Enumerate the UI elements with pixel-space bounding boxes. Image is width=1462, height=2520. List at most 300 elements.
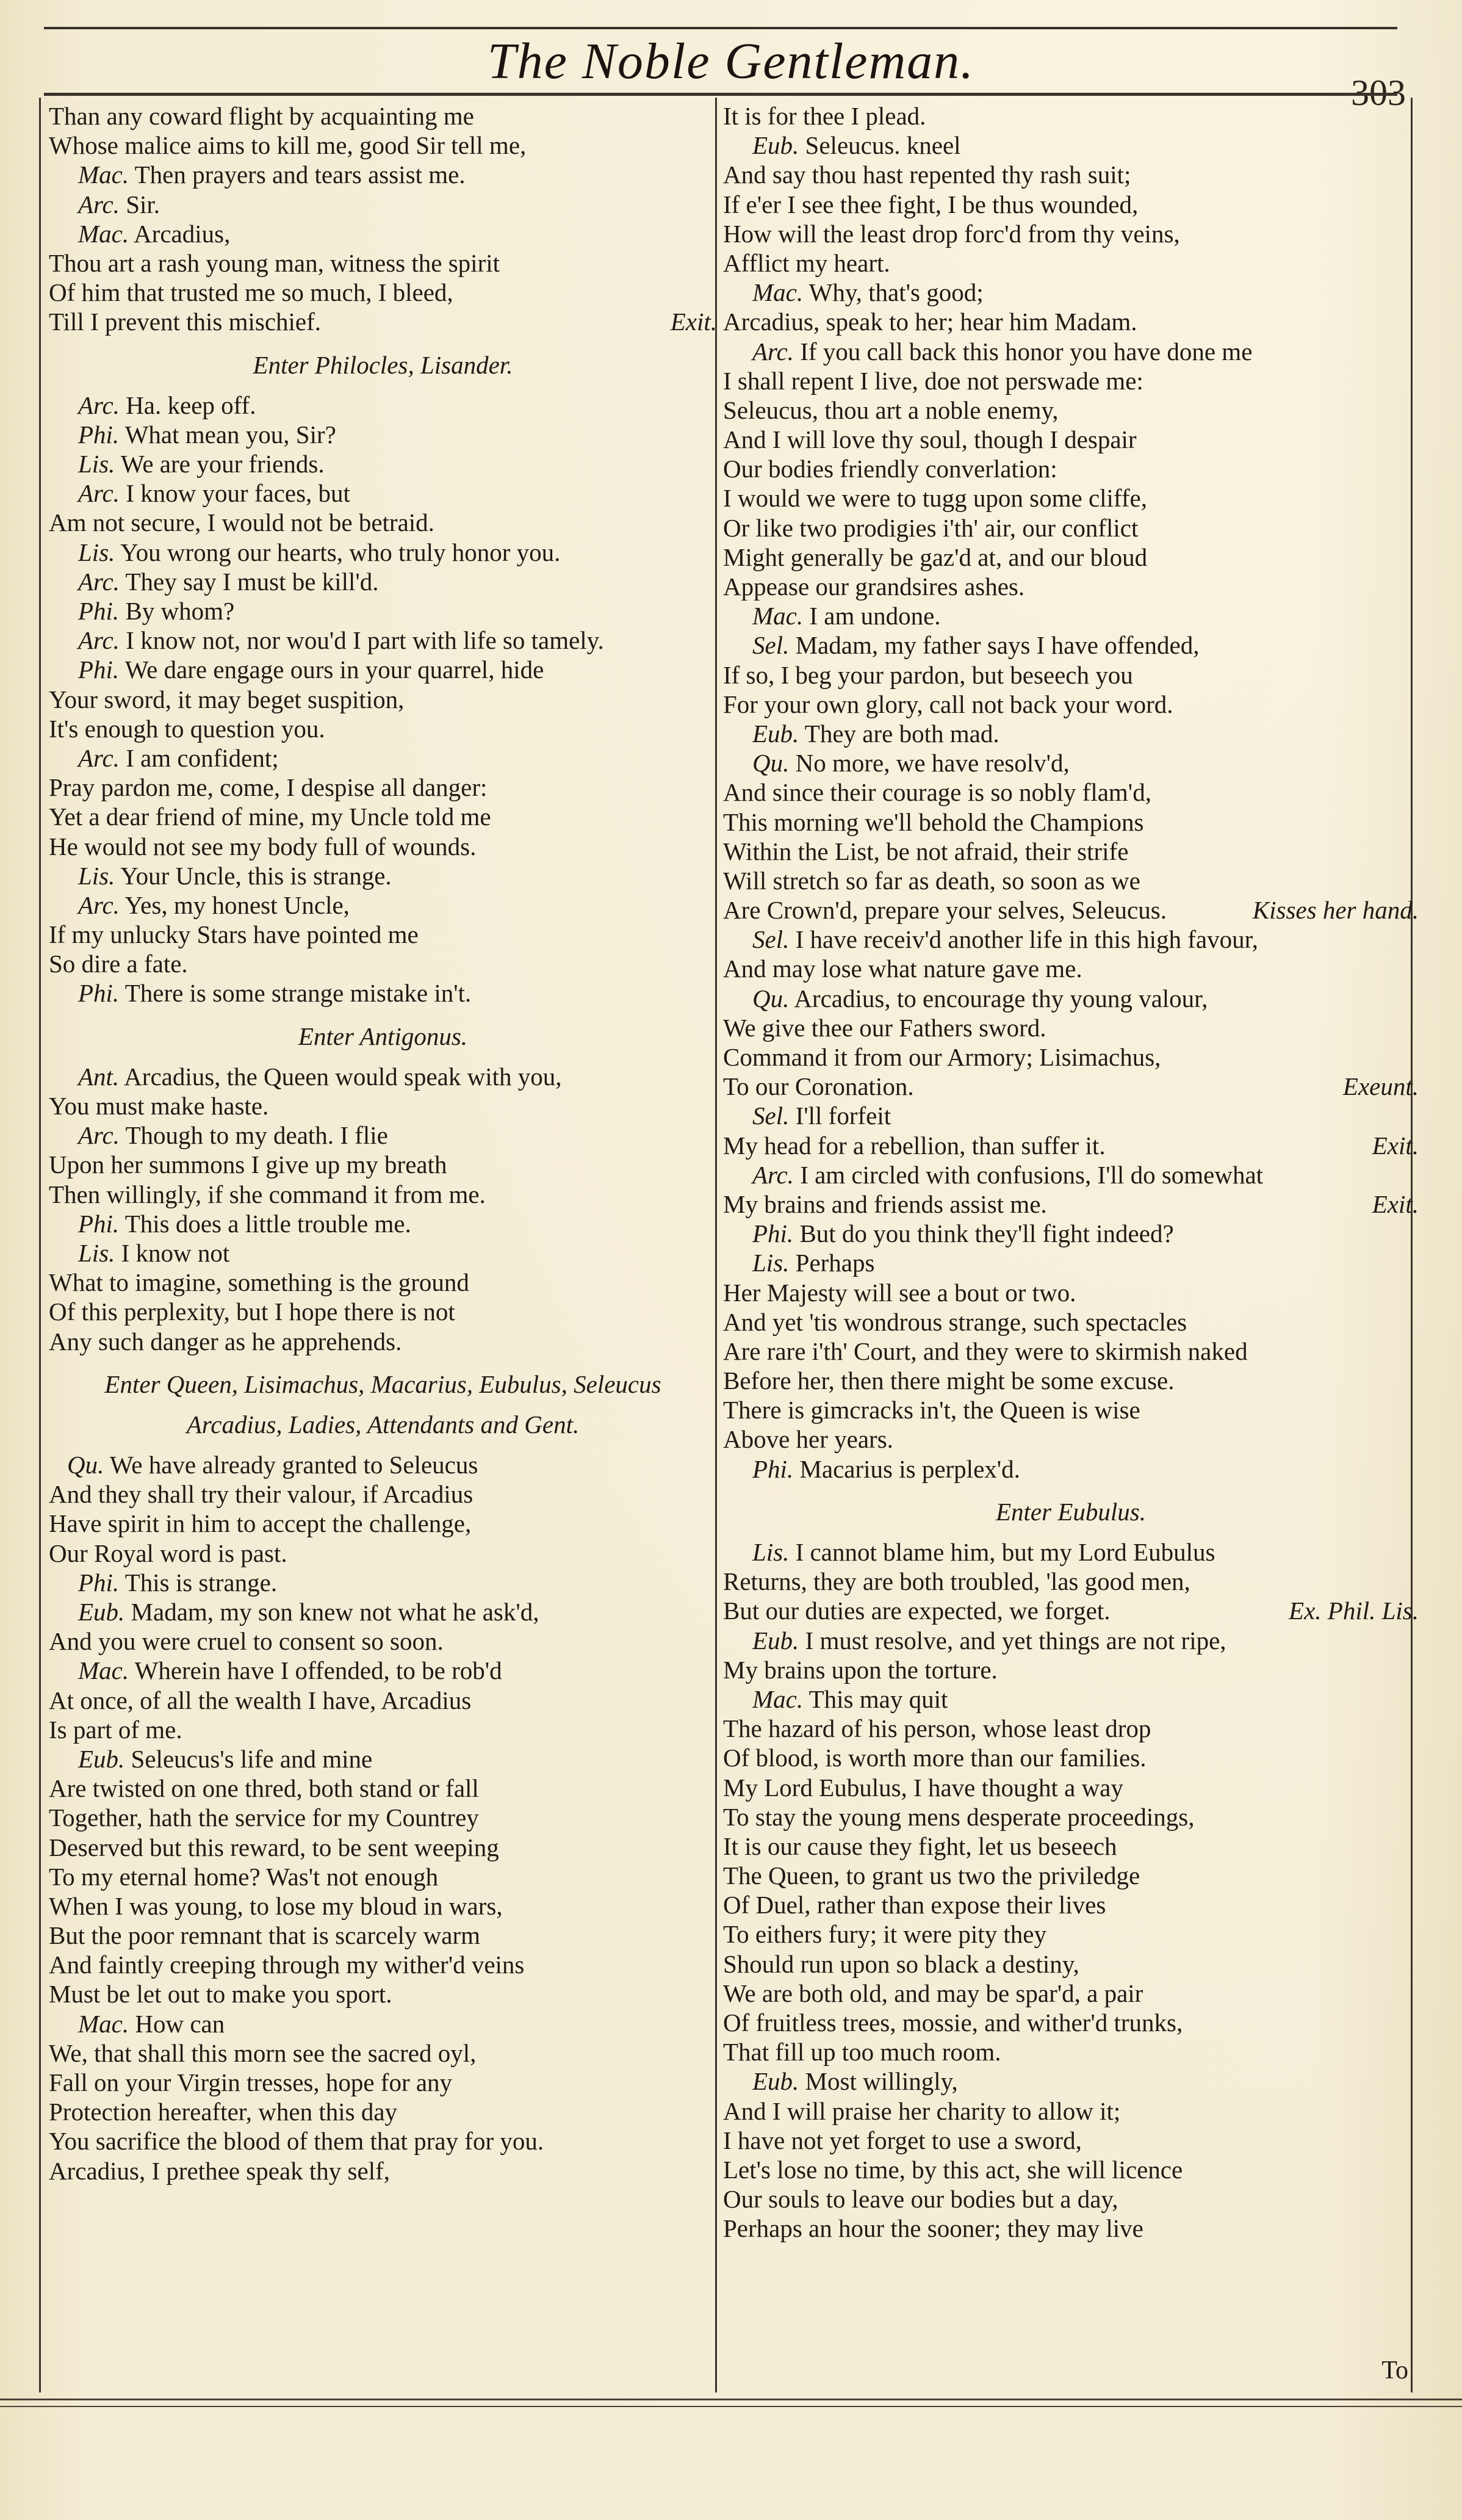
- verse-line: [723, 1160, 1419, 1190]
- verse-line: [49, 714, 717, 743]
- speaker-name: Mac.: [78, 161, 129, 189]
- line-text: I have not yet forget to use a sword,: [723, 2126, 1082, 2154]
- line-text: Though to my death. I flie: [119, 1121, 388, 1150]
- verse-line: [49, 1979, 717, 2009]
- line-text: I am circled with confusions, I'll do somewhat: [793, 1160, 1264, 1189]
- line-text: This does a little trouble me.: [119, 1209, 411, 1238]
- line-text: And may lose what nature gave me.: [723, 955, 1082, 983]
- line-text: But do you think they'll fight indeed?: [793, 1219, 1174, 1248]
- line-text: You sacrifice the blood of them that pray for you.: [49, 2127, 544, 2156]
- verse-line: [723, 2155, 1419, 2184]
- verse-line: [723, 660, 1419, 690]
- verse-line: [49, 920, 717, 949]
- verse-line: [49, 1626, 717, 1656]
- verse-line: [49, 743, 717, 773]
- speaker-name: Arc.: [78, 567, 120, 596]
- verse-line: [723, 1337, 1419, 1366]
- line-text: Might generally be gaz'd at, and our bloud: [723, 543, 1148, 571]
- verse-line: [49, 890, 717, 920]
- speaker-name: Mac.: [752, 278, 804, 307]
- verse-line: [49, 1803, 717, 1832]
- line-text: My brains and friends assist me.: [723, 1190, 1047, 1218]
- speaker-name: Sel.: [752, 925, 790, 954]
- verse-line: [723, 630, 1419, 660]
- verse-line: [49, 508, 717, 537]
- stage-direction: [49, 1022, 717, 1051]
- line-text: Afflict my heart.: [723, 248, 890, 277]
- verse-line: [49, 1509, 717, 1538]
- verse-line: [49, 1950, 717, 1979]
- verse-line: [723, 2126, 1419, 2155]
- line-text: My Lord Eubulus, I have thought a way: [723, 1773, 1123, 1802]
- stage-direction-text: Enter Antigonus.: [298, 1022, 468, 1050]
- speaker-name: Phi.: [78, 655, 120, 684]
- header-rule-upper: [44, 27, 1397, 29]
- verse-line: [49, 1715, 717, 1744]
- verse-line: [49, 478, 717, 508]
- verse-line: [49, 307, 717, 336]
- verse-line: [723, 101, 1419, 131]
- verse-line: [723, 1537, 1419, 1567]
- line-text: Sir.: [119, 190, 160, 218]
- verse-line: [49, 978, 717, 1008]
- speaker-name: Arc.: [78, 479, 120, 508]
- line-text: Wherein have I offended, to be rob'd: [129, 1656, 502, 1685]
- line-text: Her Majesty will see a bout or two.: [723, 1278, 1076, 1307]
- verse-line: [49, 949, 717, 978]
- verse-line: [723, 866, 1419, 895]
- verse-line: [49, 2126, 717, 2156]
- line-text: Together, hath the service for my Countrey: [49, 1803, 479, 1832]
- verse-line: [49, 1774, 717, 1803]
- line-text: I shall repent I live, doe not perswade me:: [723, 366, 1143, 395]
- speaker-name: Lis.: [78, 861, 115, 890]
- verse-line: [49, 1686, 717, 1715]
- line-text: And you were cruel to consent so soon.: [49, 1627, 444, 1656]
- line-text: Perhaps an hour the sooner; they may live: [723, 2214, 1143, 2243]
- speaker-name: Lis.: [78, 538, 115, 566]
- verse-line: [723, 1655, 1419, 1684]
- line-text: Appease our grandsires ashes.: [723, 572, 1025, 601]
- line-text: For your own glory, call not back your word.: [723, 690, 1173, 718]
- stage-direction-text: Arcadius, Ladies, Attendants and Gent.: [186, 1410, 580, 1439]
- speaker-name: Eub.: [752, 131, 799, 160]
- speaker-name: Arc.: [752, 1160, 794, 1189]
- speaker-name: Qu.: [67, 1451, 104, 1479]
- speaker-name: Phi.: [78, 420, 120, 449]
- line-text: Of him that trusted me so much, I bleed,: [49, 278, 453, 307]
- line-text: It is our cause they fight, let us beseech: [723, 1832, 1117, 1860]
- line-text: To my eternal home? Was't not enough: [49, 1862, 439, 1891]
- line-text: What to imagine, something is the ground: [49, 1268, 469, 1297]
- verse-line: [49, 1479, 717, 1509]
- verse-line: [723, 1567, 1419, 1596]
- line-text: This morning we'll behold the Champions: [723, 807, 1144, 836]
- speaker-name: Lis.: [752, 1538, 790, 1566]
- speaker-name: Eub.: [78, 1598, 125, 1626]
- line-text: I cannot blame him, but my Lord Eubulus: [789, 1538, 1215, 1566]
- line-text: They say I must be kill'd.: [119, 567, 379, 596]
- line-text: Whose malice aims to kill me, good Sir tell me,: [49, 131, 527, 160]
- verse-line: [49, 1297, 717, 1326]
- verse-line: [723, 1395, 1419, 1424]
- verse-line: [49, 1568, 717, 1597]
- line-text: And yet 'tis wondrous strange, such spectacles: [723, 1307, 1187, 1336]
- speaker-name: Ant.: [78, 1062, 120, 1091]
- verse-line: [49, 1597, 717, 1626]
- line-text: No more, we have resolv'd,: [789, 749, 1070, 778]
- speaker-name: Arc.: [78, 190, 120, 218]
- speaker-name: Arc.: [78, 391, 120, 419]
- verse-line: [49, 1921, 717, 1950]
- line-text: How will the least drop forc'd from thy veins,: [723, 219, 1180, 248]
- speaker-name: Eub.: [752, 719, 799, 748]
- line-text: Command it from our Armory; Lisimachus,: [723, 1043, 1161, 1071]
- line-text: And they shall try their valour, if Arcadius: [49, 1480, 474, 1509]
- verse-line: [49, 567, 717, 596]
- stage-direction: [49, 1410, 717, 1439]
- verse-line: [49, 1091, 717, 1121]
- line-text: It's enough to question you.: [49, 714, 325, 743]
- speaker-name: Mac.: [752, 602, 804, 630]
- verse-line: [723, 1743, 1419, 1772]
- verse-line: [723, 925, 1419, 954]
- verse-line: [723, 954, 1419, 983]
- verse-line: [49, 1862, 717, 1891]
- verse-line: [723, 307, 1419, 336]
- verse-line: [723, 454, 1419, 483]
- speaker-name: Mac.: [78, 1656, 129, 1685]
- line-text: What mean you, Sir?: [119, 420, 336, 449]
- line-text: Are twisted on one thred, both stand or fall: [49, 1774, 479, 1803]
- verse-line: [49, 802, 717, 831]
- line-text: We, that shall this morn see the sacred oyl,: [49, 2038, 477, 2067]
- line-text: Arcadius, I prethee speak thy self,: [49, 2156, 390, 2185]
- verse-line: [723, 483, 1419, 513]
- line-text: At once, of all the wealth I have, Arcadius: [49, 1686, 472, 1714]
- stage-direction-text: Enter Eubulus.: [996, 1497, 1146, 1526]
- speaker-name: Lis.: [78, 1238, 115, 1267]
- line-text: Must be let out to make you sport.: [49, 1980, 392, 2009]
- verse-line: [49, 1327, 717, 1356]
- line-text: Deserved but this reward, to be sent weeping: [49, 1833, 499, 1861]
- verse-line: [723, 1219, 1419, 1248]
- verse-line: [49, 449, 717, 478]
- verse-line: [49, 1150, 717, 1179]
- line-text: Our souls to leave our bodies but a day,: [723, 2185, 1118, 2214]
- line-text: It is for thee I plead.: [723, 102, 926, 130]
- line-text: We are your friends.: [115, 450, 325, 478]
- verse-line: [49, 832, 717, 861]
- speaker-name: Sel.: [752, 631, 790, 660]
- verse-line: [723, 1278, 1419, 1307]
- line-text: Seleucus, thou art a noble enemy,: [723, 395, 1059, 424]
- line-text: Is part of me.: [49, 1715, 182, 1744]
- verse-line: [723, 1042, 1419, 1072]
- verse-line: [723, 1919, 1419, 1949]
- line-text: Or like two prodigies i'th' air, our conflict: [723, 513, 1139, 542]
- stage-direction-text: Enter Queen, Lisimachus, Macarius, Eubulus, Seleucus: [104, 1370, 661, 1398]
- verse-line: [723, 1861, 1419, 1890]
- line-text: Let's lose no time, by this act, she will licence: [723, 2155, 1183, 2184]
- line-text: We have already granted to Seleucus: [104, 1451, 478, 1479]
- left-margin-rule: [39, 98, 41, 2392]
- footer-rule-thin: [0, 2406, 1462, 2407]
- speaker-name: Lis.: [78, 450, 115, 478]
- verse-line: [723, 1131, 1419, 1160]
- line-text: And since their courage is so nobly flam'd,: [723, 778, 1151, 807]
- stage-direction: [49, 1370, 717, 1399]
- verse-line: [723, 513, 1419, 543]
- speaker-name: Phi.: [78, 979, 120, 1008]
- line-text: Yes, my honest Uncle,: [119, 890, 350, 919]
- line-text: Your Uncle, this is strange.: [115, 861, 392, 890]
- verse-line: [49, 1450, 717, 1479]
- line-text: Seleucus. kneel: [799, 131, 961, 160]
- line-text: I am confident;: [119, 743, 279, 772]
- line-text: There is gimcracks in't, the Queen is wise: [723, 1396, 1140, 1424]
- verse-line: [723, 160, 1419, 189]
- verse-line: [49, 2009, 717, 2038]
- line-text: And say thou hast repented thy rash suit;: [723, 161, 1131, 189]
- line-text: And faintly creeping through my wither'd veins: [49, 1951, 525, 1979]
- verse-line: [723, 1714, 1419, 1743]
- verse-line: [723, 2067, 1419, 2096]
- header-rule-lower: [44, 93, 1397, 96]
- verse-line: [49, 160, 717, 189]
- verse-line: [723, 572, 1419, 601]
- verse-line: [723, 1949, 1419, 1979]
- line-text: I have receiv'd another life in this high favour,: [789, 925, 1258, 954]
- line-text: They are both mad.: [799, 719, 999, 748]
- line-text: Arcadius, the Queen would speak with you,: [119, 1062, 562, 1091]
- verse-line: [723, 1626, 1419, 1655]
- line-text: And I will praise her charity to allow it;: [723, 2096, 1121, 2125]
- line-text: I know your faces, but: [119, 479, 350, 508]
- verse-line: [49, 1180, 717, 1209]
- line-text: There is some strange mistake in't.: [119, 979, 472, 1008]
- line-text: But our duties are expected, we forget.: [723, 1597, 1111, 1625]
- speaker-name: Qu.: [752, 984, 790, 1013]
- verse-line: [723, 248, 1419, 278]
- speaker-name: Phi.: [78, 1568, 120, 1597]
- stage-direction: [723, 1497, 1419, 1526]
- speaker-name: Mac.: [752, 1684, 804, 1713]
- verse-line: [723, 337, 1419, 366]
- line-text: Arcadius,: [129, 219, 231, 248]
- line-text: The hazard of his person, whose least drop: [723, 1714, 1151, 1743]
- verse-line: [723, 1890, 1419, 1919]
- speaker-name: Arc.: [78, 743, 120, 772]
- verse-line: [49, 2097, 717, 2126]
- line-text: He would not see my body full of wounds.: [49, 832, 477, 861]
- verse-line: [723, 1832, 1419, 1861]
- right-column: [723, 101, 1419, 2244]
- verse-line: [723, 1307, 1419, 1337]
- verse-line: [723, 2184, 1419, 2214]
- line-text: Our Royal word is past.: [49, 1539, 287, 1567]
- verse-line: [723, 748, 1419, 778]
- line-text: Of fruitless trees, mossie, and wither'd trunks,: [723, 2009, 1183, 2037]
- verse-line: [723, 1596, 1419, 1625]
- verse-line: [49, 1744, 717, 1774]
- verse-line: [49, 2156, 717, 2186]
- speaker-name: Qu.: [752, 749, 790, 778]
- verse-line: [49, 101, 717, 131]
- verse-line: [49, 1062, 717, 1091]
- line-text: But the poor remnant that is scarcely warm: [49, 1921, 481, 1950]
- line-text: How can: [129, 2009, 225, 2038]
- speaker-name: Phi.: [752, 1454, 794, 1483]
- verse-line: [723, 425, 1419, 454]
- line-text: Of blood, is worth more than our families.: [723, 1744, 1147, 1772]
- line-text: We dare engage ours in your quarrel, hide: [119, 655, 544, 684]
- verse-line: [49, 1121, 717, 1150]
- verse-line: [723, 1979, 1419, 2008]
- line-text: Within the List, be not afraid, their strife: [723, 837, 1129, 865]
- speaker-name: Eub.: [752, 2067, 799, 2096]
- verse-line: [723, 219, 1419, 248]
- speaker-name: Arc.: [78, 890, 120, 919]
- line-text: Before her, then there might be some excuse.: [723, 1367, 1175, 1395]
- verse-line: [723, 1424, 1419, 1454]
- line-text: Madam, my son knew not what he ask'd,: [124, 1598, 539, 1626]
- verse-line: [49, 1209, 717, 1238]
- verse-line: [723, 895, 1419, 925]
- verse-line: [49, 1268, 717, 1297]
- line-text: Yet a dear friend of mine, my Uncle told me: [49, 803, 491, 831]
- verse-line: [49, 2068, 717, 2097]
- line-text: If my unlucky Stars have pointed me: [49, 920, 419, 949]
- verse-line: [49, 1539, 717, 1568]
- speaker-name: Phi.: [78, 597, 120, 625]
- stage-exit: Exeunt.: [1342, 1072, 1419, 1101]
- line-text: Will stretch so far as death, so soon as we: [723, 866, 1140, 895]
- line-text: You wrong our hearts, who truly honor you.: [115, 538, 561, 566]
- verse-line: [723, 719, 1419, 748]
- verse-line: [723, 2037, 1419, 2067]
- line-text: We give thee our Fathers sword.: [723, 1013, 1046, 1042]
- line-text: Ha. keep off.: [119, 391, 256, 419]
- verse-line: [49, 391, 717, 420]
- verse-line: [723, 543, 1419, 572]
- line-text: Then willingly, if she command it from me.: [49, 1180, 486, 1208]
- verse-line: [49, 219, 717, 248]
- line-text: Returns, they are both troubled, 'las good men,: [723, 1567, 1190, 1596]
- line-text: Are Crown'd, prepare your selves, Seleucus.: [723, 896, 1167, 925]
- line-text: This may quit: [803, 1684, 948, 1713]
- line-text: Than any coward flight by acquainting me: [49, 102, 474, 130]
- verse-line: [723, 1013, 1419, 1042]
- verse-line: [49, 190, 717, 219]
- catchword: To: [1381, 2356, 1408, 2385]
- verse-line: [723, 366, 1419, 395]
- line-text: If you call back this honor you have done me: [793, 337, 1253, 366]
- line-text: Madam, my father says I have offended,: [789, 631, 1200, 660]
- line-text: Should run upon so black a destiny,: [723, 1949, 1079, 1978]
- verse-line: [723, 190, 1419, 219]
- line-text: Pray pardon me, come, I despise all danger:: [49, 773, 488, 802]
- verse-line: [49, 655, 717, 684]
- line-text: Thou art a rash young man, witness the spirit: [49, 248, 500, 277]
- verse-line: [723, 601, 1419, 630]
- verse-line: [723, 807, 1419, 837]
- speaker-name: Lis.: [752, 1249, 790, 1277]
- verse-line: [49, 773, 717, 802]
- line-text: That fill up too much room.: [723, 2038, 1001, 2067]
- verse-line: [723, 1454, 1419, 1484]
- line-text: Arcadius, speak to her; hear him Madam.: [723, 308, 1137, 336]
- verse-line: [49, 861, 717, 890]
- line-text: Fall on your Virgin tresses, hope for any: [49, 2068, 453, 2096]
- line-text: Of this perplexity, but I hope there is not: [49, 1298, 455, 1326]
- verse-line: [723, 278, 1419, 307]
- footer-rule: [0, 2399, 1462, 2400]
- verse-line: [723, 1072, 1419, 1101]
- line-text: Your sword, it may beget suspition,: [49, 685, 405, 713]
- verse-line: [49, 1238, 717, 1268]
- verse-line: [723, 1684, 1419, 1714]
- verse-line: [723, 690, 1419, 719]
- stage-exit: Ex. Phil. Lis.: [1289, 1597, 1419, 1625]
- verse-line: [723, 778, 1419, 807]
- speaker-name: Eub.: [78, 1744, 125, 1773]
- line-text: Above her years.: [723, 1425, 893, 1454]
- verse-line: [49, 1891, 717, 1921]
- verse-line: [49, 538, 717, 567]
- running-title: The Noble Gentleman.: [487, 33, 975, 90]
- line-text: When I was young, to lose my bloud in wars,: [49, 1891, 503, 1920]
- left-column: [49, 101, 717, 2186]
- verse-line: [723, 395, 1419, 425]
- line-text: I'll forfeit: [789, 1102, 891, 1130]
- line-text: I know not: [115, 1238, 230, 1267]
- line-text: Any such danger as he apprehends.: [49, 1327, 402, 1356]
- line-text: Upon her summons I give up my breath: [49, 1150, 447, 1179]
- verse-line: [723, 131, 1419, 160]
- verse-line: [723, 1190, 1419, 1219]
- stage-exit: Exit.: [1372, 1190, 1419, 1218]
- verse-line: [723, 1248, 1419, 1277]
- verse-line: [49, 278, 717, 307]
- line-text: Most willingly,: [799, 2067, 958, 2096]
- line-text: You must make haste.: [49, 1092, 269, 1120]
- speaker-name: Mac.: [78, 219, 129, 248]
- verse-line: [49, 685, 717, 714]
- line-text: To stay the young mens desperate proceedings,: [723, 1802, 1195, 1831]
- line-text: Am not secure, I would not be betraid.: [49, 508, 434, 537]
- verse-line: [49, 420, 717, 449]
- verse-line: [49, 2038, 717, 2068]
- line-text: The Queen, to grant us two the priviledge: [723, 1861, 1140, 1890]
- line-text: I know not, nor wou'd I part with life so tamely.: [119, 626, 604, 655]
- speaker-name: Phi.: [752, 1219, 794, 1248]
- speaker-name: Arc.: [752, 337, 794, 366]
- stage-direction-text: Enter Philocles, Lisander.: [253, 350, 513, 379]
- speaker-name: Sel.: [752, 1102, 790, 1130]
- line-text: And I will love thy soul, though I despair: [723, 425, 1137, 454]
- line-text: Perhaps: [789, 1249, 875, 1277]
- line-text: Our bodies friendly converlation:: [723, 455, 1057, 483]
- line-text: If so, I beg your pardon, but beseech you: [723, 660, 1133, 689]
- line-text: To our Coronation.: [723, 1072, 914, 1101]
- verse-line: [723, 1802, 1419, 1832]
- line-text: Then prayers and tears assist me.: [129, 161, 466, 189]
- line-text: Have spirit in him to accept the challenge,: [49, 1509, 472, 1538]
- verse-line: [49, 1656, 717, 1685]
- line-text: I must resolve, and yet things are not ripe,: [799, 1626, 1226, 1655]
- verse-line: [723, 1773, 1419, 1802]
